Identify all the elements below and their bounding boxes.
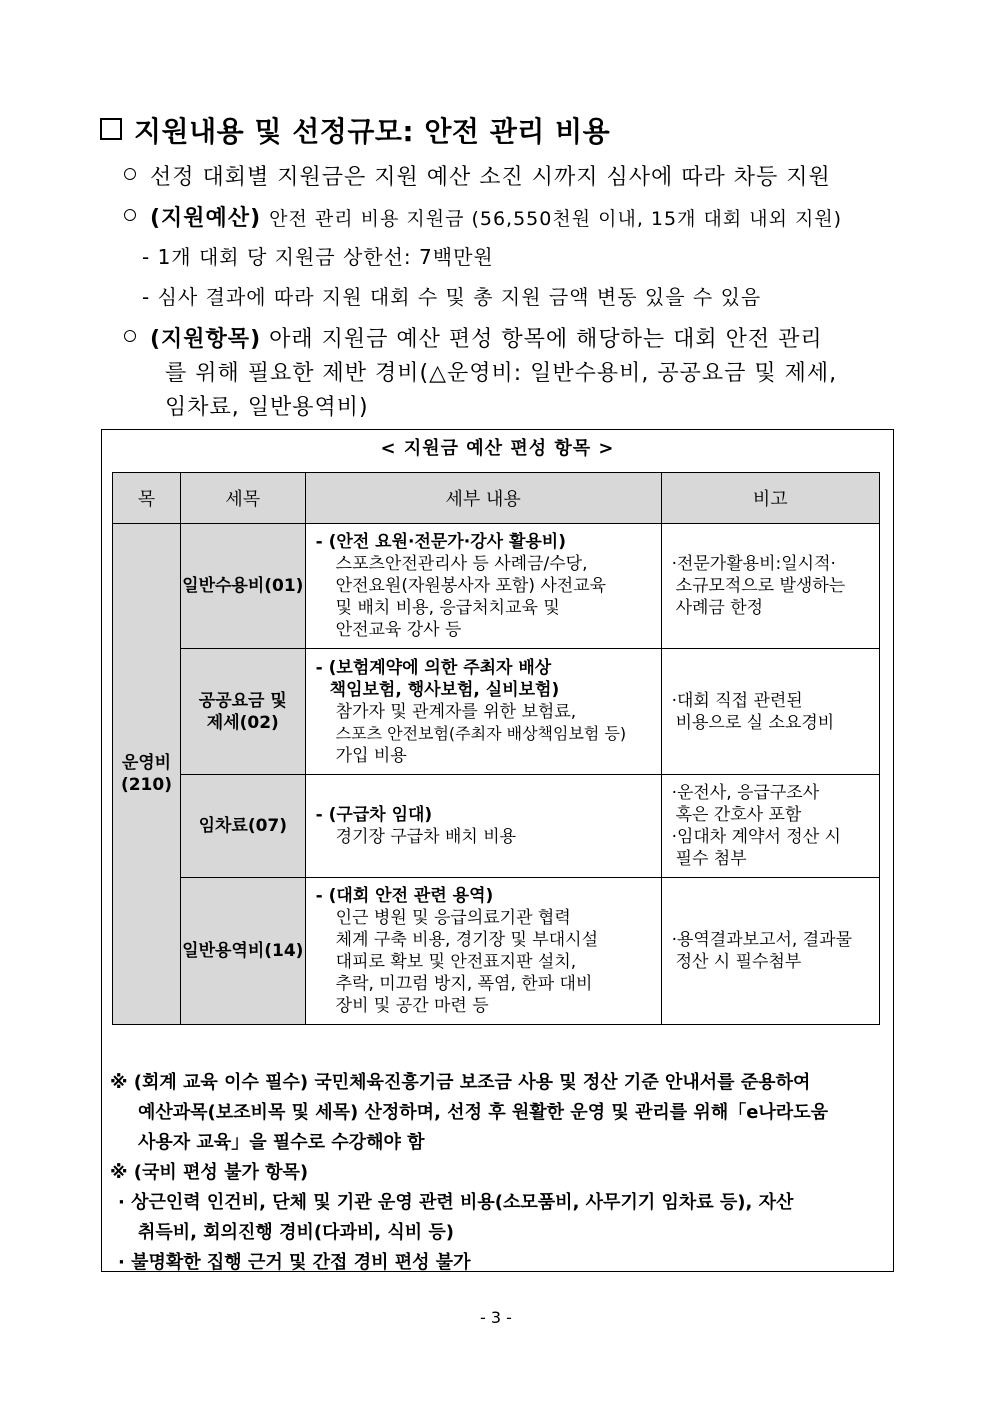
table-row [113,775,880,878]
circle-bullet-icon [124,168,136,180]
heading-text: 지원내용 및 선정규모: 안전 관리 비용 [134,115,611,148]
detail-line: 스포츠안전관리사 등 사례금/수당, [335,554,588,574]
detail-line: 가입 비용 [335,745,407,766]
note-line: ·운전사, 응급구조사 [671,783,820,803]
footnote-1-line-3: 사용자 교육」을 필수로 수강해야 함 [138,1132,425,1153]
item-label: 일반수용비(01) [182,576,304,596]
header-semok: 세목 [180,473,305,524]
bullet-3-line-3: 임차료, 일반용역비) [165,395,369,420]
bullet-3-line-2: 를 위해 필요한 제반 경비(△운영비: 일반수용비, 공공요금 및 제세, [165,361,838,386]
note-line: 소규모적으로 발생하는 [675,576,846,596]
note-line: ·임대차 계약서 정산 시 [671,827,841,847]
header-mok: 목 [113,473,181,524]
detail-cell [305,649,661,775]
detail-line: 안전요원(자원봉사자 포함) 사전교육 [335,576,607,596]
category-name: 운영비 [121,753,172,773]
circle-bullet-icon [124,330,136,342]
detail-head: - (구급차 임대) [315,805,433,825]
note-line: 필수 첨부 [675,849,747,869]
footnote-1-line-2: 예산과목(보조비목 및 세목) 산정하며, 선정 후 원활한 운영 및 관리를 위해「e나라도움 [138,1102,828,1123]
detail-cell [305,878,661,1025]
item-label: 일반용역비(14) [182,941,304,961]
dash-item-2: - 심사 결과에 따라 지원 대회 수 및 총 지원 금액 변동 있을 수 있음 [142,285,762,309]
table-row [113,878,880,1025]
category-cell [113,524,181,1025]
header-detail: 세부 내용 [305,473,661,524]
detail-line: 인근 병원 및 응급의료기관 협력 [335,908,571,928]
detail-head: - (보험계약에 의한 주최자 배상 [315,657,552,678]
category-code: (210) [120,775,172,795]
table-row [113,524,880,649]
item-cell [180,878,305,1025]
item-cell [180,775,305,878]
circle-bullet-icon [124,209,136,221]
footnote-2: ※ (국비 편성 불가 항목) [110,1162,309,1183]
detail-head: 책임보험, 행사보험, 실비보험) [329,679,560,700]
item-label: 공공요금 및 [198,690,287,711]
detail-head: - (안전 요원·전문가·강사 활용비) [315,532,566,552]
footnote-4: · 불명확한 집행 근거 및 간접 경비 편성 불가 [118,1252,471,1273]
footnote-3-line-1: · 상근인력 인건비, 단체 및 기관 운영 관련 비용(소모품비, 사무기기 임차료 등), 자산 [118,1192,794,1213]
item-cell [180,649,305,775]
detail-line: 스포츠 안전보험(주최자 배상책임보험 등) [335,723,627,743]
bullet-3-label: (지원항목) [150,327,262,352]
bullet-1-text: 선정 대회별 지원금은 지원 예산 소진 시까지 심사에 따라 차등 지원 [150,165,831,190]
footnote-1-line-1: ※ (회계 교육 이수 필수) 국민체육진흥기금 보조금 사용 및 정산 기준 안내서를 준용하여 [110,1072,811,1093]
item-cell [180,524,305,649]
detail-line: 대피로 확보 및 안전표지판 설치, [335,952,577,972]
table-header-row [113,473,880,524]
detail-line: 체계 구축 비용, 경기장 및 부대시설 [335,930,598,950]
header-note: 비고 [661,473,879,524]
note-line: 비용으로 실 소요경비 [675,712,835,733]
bullet-2-text: 안전 관리 비용 지원금 (56,550천원 이내, 15개 대회 내외 지원) [269,208,843,230]
bullet-2 [124,201,842,232]
page-number: - 3 - [480,1308,512,1327]
checkbox-square-icon [100,118,122,140]
bullet-2-label: (지원예산) [150,206,262,231]
note-line: 혹은 간호사 포함 [675,805,802,825]
detail-head: - (대회 안전 관련 용역) [315,886,494,906]
bullet-3-line-1: 아래 지원금 예산 편성 항목에 해당하는 대회 안전 관리 [269,327,823,352]
detail-line: 안전교육 강사 등 [335,620,462,640]
budget-table [112,472,880,1025]
item-label: 임차료(07) [198,816,288,836]
detail-line: 경기장 구급차 배치 비용 [335,827,517,847]
dash-item-1: - 1개 대회 당 지원금 상한선: 7백만원 [142,245,494,269]
bullet-1 [124,160,831,191]
note-line: ·전문가활용비:일시적· [671,554,836,574]
table-caption: < 지원금 예산 편성 항목 > [380,438,615,459]
note-cell [661,524,879,649]
note-cell [661,878,879,1025]
detail-line: 참가자 및 관계자를 위한 보험료, [335,701,577,722]
note-line: ·대회 직접 관련된 [671,690,803,711]
note-cell [661,775,879,878]
detail-cell [305,524,661,649]
note-cell [661,649,879,775]
bullet-3 [124,322,823,353]
item-label: 제세(02) [206,712,279,733]
table-row [113,649,880,775]
section-heading [100,110,610,150]
note-line: 정산 시 필수첨부 [675,952,802,972]
note-line: ·용역결과보고서, 결과물 [671,930,852,950]
footnote-3-line-2: 취득비, 회의진행 경비(다과비, 식비 등) [138,1222,455,1243]
detail-line: 및 배치 비용, 응급처치교육 및 [335,598,560,618]
note-line: 사례금 한정 [675,598,764,618]
detail-line: 장비 및 공간 마련 등 [335,996,489,1016]
detail-line: 추락, 미끄럼 방지, 폭염, 한파 대비 [335,974,593,994]
detail-cell [305,775,661,878]
